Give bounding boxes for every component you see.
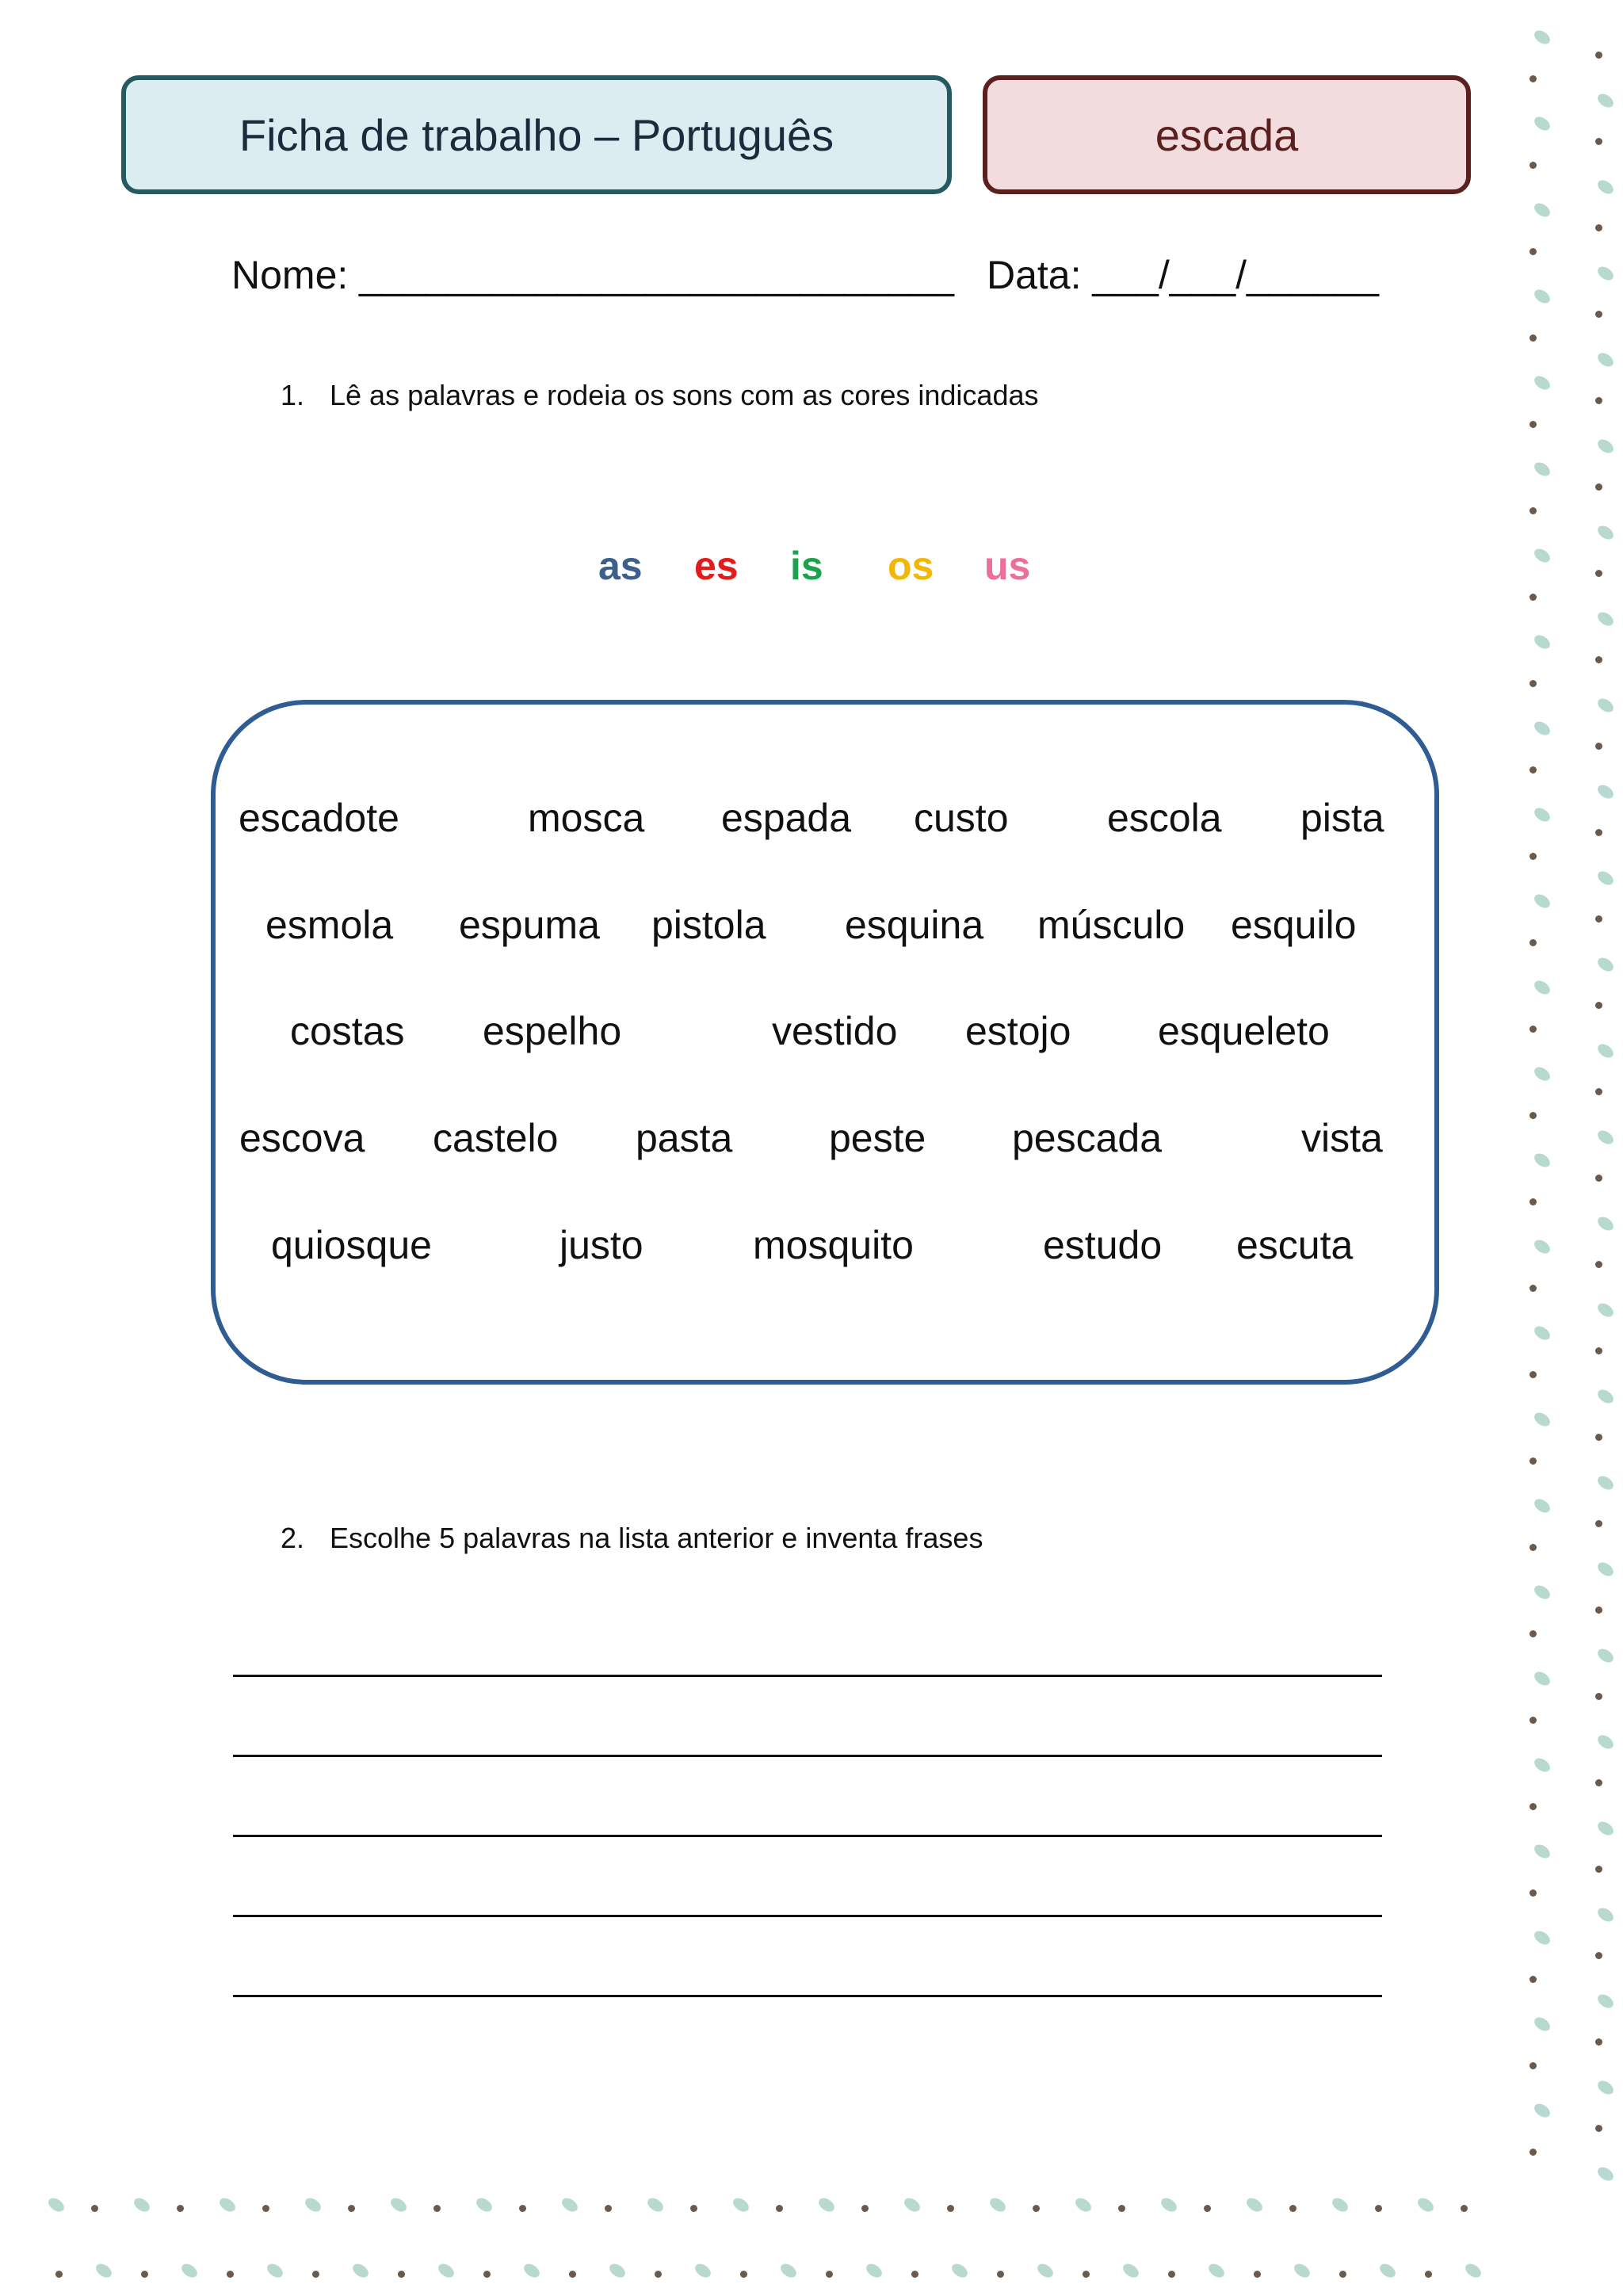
word-item[interactable]: mosquito xyxy=(753,1223,914,1267)
leaf-motif-icon xyxy=(1532,2101,1552,2120)
sound-os: os xyxy=(888,544,934,588)
flower-motif-icon xyxy=(1529,1371,1537,1378)
leaf-motif-icon xyxy=(1595,609,1616,628)
flower-motif-icon xyxy=(1529,2062,1537,2069)
flower-motif-icon xyxy=(1595,1952,1602,1959)
flower-motif-icon xyxy=(519,2205,526,2212)
flower-motif-icon xyxy=(227,2271,234,2278)
flower-motif-icon xyxy=(1289,2205,1296,2212)
leaf-motif-icon xyxy=(1595,350,1616,369)
flower-motif-icon xyxy=(1529,507,1537,514)
sound-legend xyxy=(0,543,1623,598)
leaf-motif-icon xyxy=(1595,1387,1616,1406)
floral-border-bottom xyxy=(0,2172,1623,2296)
leaf-motif-icon xyxy=(1532,287,1552,306)
word-item[interactable]: esqueleto xyxy=(1158,1009,1330,1053)
leaf-motif-icon xyxy=(1595,1733,1616,1752)
leaf-motif-icon xyxy=(1532,201,1552,220)
leaf-motif-icon xyxy=(1532,1064,1552,1083)
writing-line[interactable] xyxy=(233,1755,1382,1757)
leaf-motif-icon xyxy=(303,2195,323,2214)
leaf-motif-icon xyxy=(1595,782,1616,801)
leaf-motif-icon xyxy=(1595,2164,1616,2183)
word-item[interactable]: pistola xyxy=(651,903,766,947)
target-word-box xyxy=(983,75,1471,194)
word-item[interactable]: pista xyxy=(1300,796,1384,840)
leaf-motif-icon xyxy=(1532,1583,1552,1602)
word-item[interactable]: vista xyxy=(1301,1116,1383,1160)
flower-motif-icon xyxy=(569,2271,576,2278)
word-item[interactable]: estudo xyxy=(1043,1223,1163,1267)
word-item[interactable]: peste xyxy=(829,1116,926,1160)
leaf-motif-icon xyxy=(1532,460,1552,479)
leaf-motif-icon xyxy=(1595,1560,1616,1579)
word-item[interactable]: vestido xyxy=(772,1009,898,1053)
word-item[interactable]: esquilo xyxy=(1231,903,1357,947)
word-item[interactable]: esquina xyxy=(845,903,984,947)
leaf-motif-icon xyxy=(1206,2261,1227,2280)
word-item[interactable]: espelho xyxy=(483,1009,622,1053)
leaf-motif-icon xyxy=(1532,1755,1552,1775)
flower-motif-icon xyxy=(1529,1457,1537,1465)
flower-motif-icon xyxy=(55,2271,63,2278)
leaf-motif-icon xyxy=(94,2261,114,2280)
leaf-motif-icon xyxy=(1595,1819,1616,1838)
writing-line[interactable] xyxy=(233,1995,1382,1997)
word-item[interactable]: pasta xyxy=(636,1116,733,1160)
exercise-1-text: Lê as palavras e rodeia os sons com as cores indicadas xyxy=(330,379,1039,411)
flower-motif-icon xyxy=(141,2271,148,2278)
leaf-motif-icon xyxy=(1244,2195,1265,2214)
word-item[interactable]: custo xyxy=(914,796,1009,840)
flower-motif-icon xyxy=(433,2205,441,2212)
flower-motif-icon xyxy=(1595,1693,1602,1700)
flower-motif-icon xyxy=(1529,680,1537,687)
leaf-motif-icon xyxy=(816,2195,837,2214)
leaf-motif-icon xyxy=(1532,632,1552,651)
flower-motif-icon xyxy=(1425,2271,1432,2278)
flower-motif-icon xyxy=(911,2271,918,2278)
flower-motif-icon xyxy=(1595,397,1602,404)
flower-motif-icon xyxy=(1595,2038,1602,2046)
leaf-motif-icon xyxy=(1532,892,1552,911)
word-item[interactable]: estojo xyxy=(965,1009,1071,1053)
leaf-motif-icon xyxy=(1532,1842,1552,1861)
flower-motif-icon xyxy=(1529,853,1537,860)
flower-motif-icon xyxy=(1118,2205,1125,2212)
exercise-1-instruction xyxy=(281,379,1038,412)
word-item[interactable]: quiosque xyxy=(271,1223,432,1267)
flower-motif-icon xyxy=(1595,1520,1602,1527)
flower-motif-icon xyxy=(1595,224,1602,231)
word-item[interactable]: escola xyxy=(1107,796,1222,840)
leaf-motif-icon xyxy=(1330,2195,1350,2214)
leaf-motif-icon xyxy=(1532,1496,1552,1515)
leaf-motif-icon xyxy=(1595,1473,1616,1492)
leaf-motif-icon xyxy=(388,2195,409,2214)
flower-motif-icon xyxy=(312,2271,319,2278)
floral-border-right xyxy=(1502,0,1623,2296)
flower-motif-icon xyxy=(1529,162,1537,169)
leaf-motif-icon xyxy=(1595,523,1616,542)
leaf-motif-icon xyxy=(987,2195,1008,2214)
leaf-motif-icon xyxy=(1532,805,1552,824)
leaf-motif-icon xyxy=(1532,373,1552,392)
sound-as: as xyxy=(598,544,643,588)
flower-motif-icon xyxy=(776,2205,783,2212)
leaf-motif-icon xyxy=(217,2195,238,2214)
flower-motif-icon xyxy=(1529,1630,1537,1637)
leaf-motif-icon xyxy=(731,2195,751,2214)
leaf-motif-icon xyxy=(1532,978,1552,997)
flower-motif-icon xyxy=(605,2205,612,2212)
flower-motif-icon xyxy=(1529,1889,1537,1897)
word-item[interactable]: justo xyxy=(559,1223,643,1267)
flower-motif-icon xyxy=(1204,2205,1211,2212)
word-item[interactable]: escadote xyxy=(239,796,399,840)
flower-motif-icon xyxy=(1529,939,1537,946)
flower-motif-icon xyxy=(1529,1976,1537,1983)
word-item[interactable]: espada xyxy=(721,796,852,840)
flower-motif-icon xyxy=(1375,2205,1382,2212)
flower-motif-icon xyxy=(1595,656,1602,663)
leaf-motif-icon xyxy=(778,2261,799,2280)
word-item[interactable]: esmola xyxy=(265,903,394,947)
flower-motif-icon xyxy=(91,2205,98,2212)
word-item[interactable]: escuta xyxy=(1236,1223,1354,1267)
leaf-motif-icon xyxy=(1532,1237,1552,1256)
leaf-motif-icon xyxy=(1121,2261,1141,2280)
flower-motif-icon xyxy=(1529,1026,1537,1033)
flower-motif-icon xyxy=(483,2271,491,2278)
word-item[interactable]: espuma xyxy=(459,903,600,947)
flower-motif-icon xyxy=(1595,2125,1602,2132)
flower-motif-icon xyxy=(1595,1347,1602,1354)
leaf-motif-icon xyxy=(645,2195,666,2214)
flower-motif-icon xyxy=(262,2205,269,2212)
leaf-motif-icon xyxy=(1073,2195,1094,2214)
flower-motif-icon xyxy=(861,2205,869,2212)
word-item[interactable]: pescada xyxy=(1012,1116,1163,1160)
writing-line[interactable] xyxy=(233,1675,1382,1677)
flower-motif-icon xyxy=(177,2205,184,2212)
flower-motif-icon xyxy=(1595,1606,1602,1614)
leaf-motif-icon xyxy=(1532,114,1552,133)
name-field[interactable]: Nome: ___________________________ xyxy=(231,253,954,297)
leaf-motif-icon xyxy=(1463,2261,1484,2280)
leaf-motif-icon xyxy=(1595,2078,1616,2097)
flower-motif-icon xyxy=(1083,2271,1090,2278)
flower-motif-icon xyxy=(1529,334,1537,342)
leaf-motif-icon xyxy=(521,2261,542,2280)
flower-motif-icon xyxy=(690,2205,697,2212)
leaf-motif-icon xyxy=(1159,2195,1179,2214)
word-item[interactable]: castelo xyxy=(433,1116,559,1160)
leaf-motif-icon xyxy=(46,2195,67,2214)
flower-motif-icon xyxy=(947,2205,954,2212)
leaf-motif-icon xyxy=(1377,2261,1398,2280)
flower-motif-icon xyxy=(398,2271,405,2278)
leaf-motif-icon xyxy=(1595,1646,1616,1665)
leaf-motif-icon xyxy=(1595,437,1616,456)
leaf-motif-icon xyxy=(1595,91,1616,110)
flower-motif-icon xyxy=(1461,2205,1468,2212)
leaf-motif-icon xyxy=(1595,264,1616,283)
flower-motif-icon xyxy=(1595,483,1602,491)
leaf-motif-icon xyxy=(350,2261,371,2280)
flower-motif-icon xyxy=(997,2271,1004,2278)
flower-motif-icon xyxy=(1595,1779,1602,1786)
leaf-motif-icon xyxy=(1595,869,1616,888)
flower-motif-icon xyxy=(1595,915,1602,923)
flower-motif-icon xyxy=(1595,1434,1602,1441)
date-field[interactable]: Data: ___/___/______ xyxy=(987,253,1379,297)
flower-motif-icon xyxy=(348,2205,355,2212)
word-item[interactable]: mosca xyxy=(528,796,645,840)
leaf-motif-icon xyxy=(265,2261,285,2280)
worksheet-title: Ficha de trabalho – Português xyxy=(239,109,834,160)
flower-motif-icon xyxy=(826,2271,833,2278)
leaf-motif-icon xyxy=(1532,1410,1552,1429)
exercise-2-instruction xyxy=(281,1522,983,1555)
leaf-motif-icon xyxy=(1532,2015,1552,2034)
word-item[interactable]: escova xyxy=(239,1116,365,1160)
leaf-motif-icon xyxy=(1595,178,1616,197)
exercise-2-text: Escolhe 5 palavras na lista anterior e inventa frases xyxy=(330,1522,983,1554)
flower-motif-icon xyxy=(1254,2271,1261,2278)
flower-motif-icon xyxy=(1529,1544,1537,1551)
leaf-motif-icon xyxy=(949,2261,970,2280)
leaf-motif-icon xyxy=(1532,1928,1552,1947)
leaf-motif-icon xyxy=(607,2261,628,2280)
word-item[interactable]: costas xyxy=(290,1009,405,1053)
leaf-motif-icon xyxy=(436,2261,456,2280)
writing-line[interactable] xyxy=(233,1915,1382,1917)
leaf-motif-icon xyxy=(1532,1324,1552,1343)
leaf-motif-icon xyxy=(1292,2261,1312,2280)
leaf-motif-icon xyxy=(474,2195,495,2214)
flower-motif-icon xyxy=(1529,766,1537,774)
leaf-motif-icon xyxy=(132,2195,152,2214)
flower-motif-icon xyxy=(740,2271,747,2278)
flower-motif-icon xyxy=(1595,829,1602,836)
flower-motif-icon xyxy=(1529,1803,1537,1810)
leaf-motif-icon xyxy=(559,2195,580,2214)
leaf-motif-icon xyxy=(1595,1041,1616,1060)
leaf-motif-icon xyxy=(1595,1905,1616,1924)
leaf-motif-icon xyxy=(1415,2195,1436,2214)
flower-motif-icon xyxy=(1595,311,1602,318)
exercise-1-number: 1. xyxy=(281,379,305,411)
writing-line[interactable] xyxy=(233,1835,1382,1837)
leaf-motif-icon xyxy=(1595,955,1616,974)
flower-motif-icon xyxy=(1595,1088,1602,1095)
leaf-motif-icon xyxy=(1595,696,1616,715)
leaf-motif-icon xyxy=(1595,1992,1616,2011)
flower-motif-icon xyxy=(1595,1261,1602,1268)
flower-motif-icon xyxy=(1339,2271,1346,2278)
leaf-motif-icon xyxy=(1532,28,1552,47)
flower-motif-icon xyxy=(1168,2271,1175,2278)
flower-motif-icon xyxy=(1529,1198,1537,1205)
flower-motif-icon xyxy=(1529,421,1537,428)
flower-motif-icon xyxy=(1529,1285,1537,1292)
flower-motif-icon xyxy=(1595,138,1602,145)
leaf-motif-icon xyxy=(179,2261,200,2280)
sound-es: es xyxy=(694,544,739,588)
flower-motif-icon xyxy=(655,2271,662,2278)
leaf-motif-icon xyxy=(1595,1301,1616,1320)
flower-motif-icon xyxy=(1595,1175,1602,1182)
leaf-motif-icon xyxy=(1532,719,1552,738)
sound-is: is xyxy=(790,544,823,588)
flower-motif-icon xyxy=(1529,2149,1537,2156)
flower-motif-icon xyxy=(1529,1112,1537,1119)
sound-us: us xyxy=(984,544,1031,588)
leaf-motif-icon xyxy=(1532,1669,1552,1688)
target-word: escada xyxy=(1155,109,1299,160)
leaf-motif-icon xyxy=(1035,2261,1056,2280)
flower-motif-icon xyxy=(1595,1002,1602,1009)
worksheet-title-box xyxy=(121,75,952,194)
leaf-motif-icon xyxy=(1532,1151,1552,1170)
flower-motif-icon xyxy=(1595,743,1602,750)
word-item[interactable]: músculo xyxy=(1037,903,1186,947)
leaf-motif-icon xyxy=(1595,1214,1616,1233)
exercise-2-number: 2. xyxy=(281,1522,305,1554)
flower-motif-icon xyxy=(1529,248,1537,255)
leaf-motif-icon xyxy=(902,2195,922,2214)
leaf-motif-icon xyxy=(693,2261,713,2280)
flower-motif-icon xyxy=(1595,52,1602,59)
flower-motif-icon xyxy=(1595,1866,1602,1873)
flower-motif-icon xyxy=(1033,2205,1040,2212)
flower-motif-icon xyxy=(1529,75,1537,82)
flower-motif-icon xyxy=(1529,1717,1537,1724)
leaf-motif-icon xyxy=(1595,1128,1616,1147)
leaf-motif-icon xyxy=(864,2261,884,2280)
